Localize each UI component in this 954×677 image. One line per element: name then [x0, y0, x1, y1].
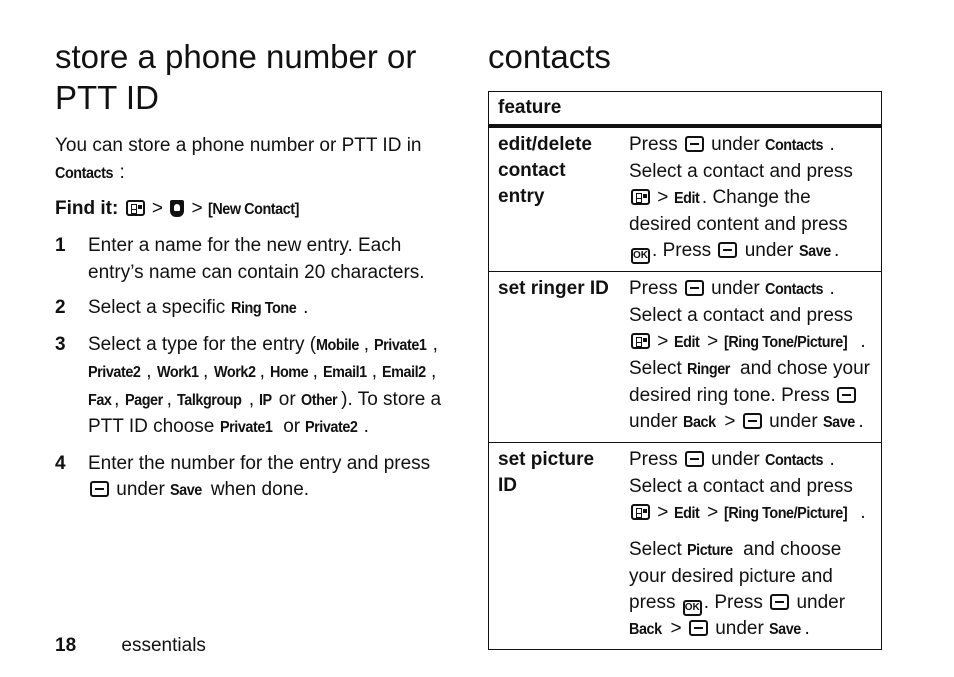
soft-key-icon — [743, 413, 762, 429]
page-footer — [55, 635, 206, 657]
table-row — [489, 443, 882, 650]
list-item: 3 Select a type for the entry (Mobile , Private1 , Private2 , Work1 , Work2 , Home , Email1 , Email2 , Fax , Pager , Talkgroup , IP or Other ). To store a PTT ID choose Private1 or Private2 . — [55, 333, 442, 437]
menu-key-icon — [631, 504, 650, 520]
list-item: 4 Enter the number for the entry and press under Save when done. — [55, 452, 431, 500]
soft-key-icon — [90, 481, 109, 497]
feature-name: set ringer ID — [489, 272, 620, 443]
phonebook-icon — [170, 200, 184, 217]
steps-list — [55, 233, 450, 505]
section-title: contacts — [488, 38, 611, 75]
ok-key-icon: OK — [631, 248, 650, 264]
feature-description: Press under Contacts . Select a contact and press > Edit > [Ring Tone/Picture] . Select Picture and choose your desired picture and press OK . Press under Back > under Save . — [619, 443, 882, 650]
list-item: 1 Enter a name for the new entry. Each entry’s name can contain 20 characters. — [55, 235, 425, 283]
feature-name: edit/delete contact entry — [489, 126, 620, 272]
table-row — [489, 272, 882, 443]
find-it-path: Find it: > > [New Contact] — [55, 195, 450, 223]
intro-paragraph: You can store a phone number or PTT ID in Contacts : — [55, 132, 450, 187]
contacts-ui-label: Contacts — [55, 165, 114, 182]
left-column — [55, 36, 450, 514]
feature-table — [488, 91, 882, 650]
feature-name: set picture ID — [489, 443, 620, 650]
soft-key-icon — [718, 242, 737, 258]
new-contact-ui-label: [New Contact] — [207, 201, 299, 218]
menu-key-icon — [631, 333, 650, 349]
feature-description: Press under Contacts . Select a contact and press > Edit . Change the desired content and press OK . Press under Save . — [619, 126, 882, 272]
page-title: store a phone number or PTT ID — [55, 38, 417, 116]
table-row — [489, 126, 882, 272]
right-column — [488, 36, 882, 650]
find-it-label: Find it: — [55, 198, 119, 219]
menu-key-icon — [126, 200, 145, 216]
soft-key-icon — [685, 280, 704, 296]
table-header: feature — [489, 92, 882, 127]
page-number: 18 — [55, 635, 77, 656]
list-item: 2 Select a specific Ring Tone . — [55, 297, 309, 318]
soft-key-icon — [770, 594, 789, 610]
table-header-row — [489, 92, 882, 127]
soft-key-icon — [689, 620, 708, 636]
menu-key-icon — [631, 189, 650, 205]
soft-key-icon — [837, 387, 856, 403]
soft-key-icon — [685, 136, 704, 152]
feature-description: Press under Contacts . Select a contact and press > Edit > [Ring Tone/Picture] . Select Ringer and chose your desired ring tone. Press under Back > under Save . — [619, 272, 882, 443]
soft-key-icon — [685, 451, 704, 467]
ok-key-icon: OK — [683, 600, 702, 616]
section-name: essentials — [121, 635, 206, 656]
